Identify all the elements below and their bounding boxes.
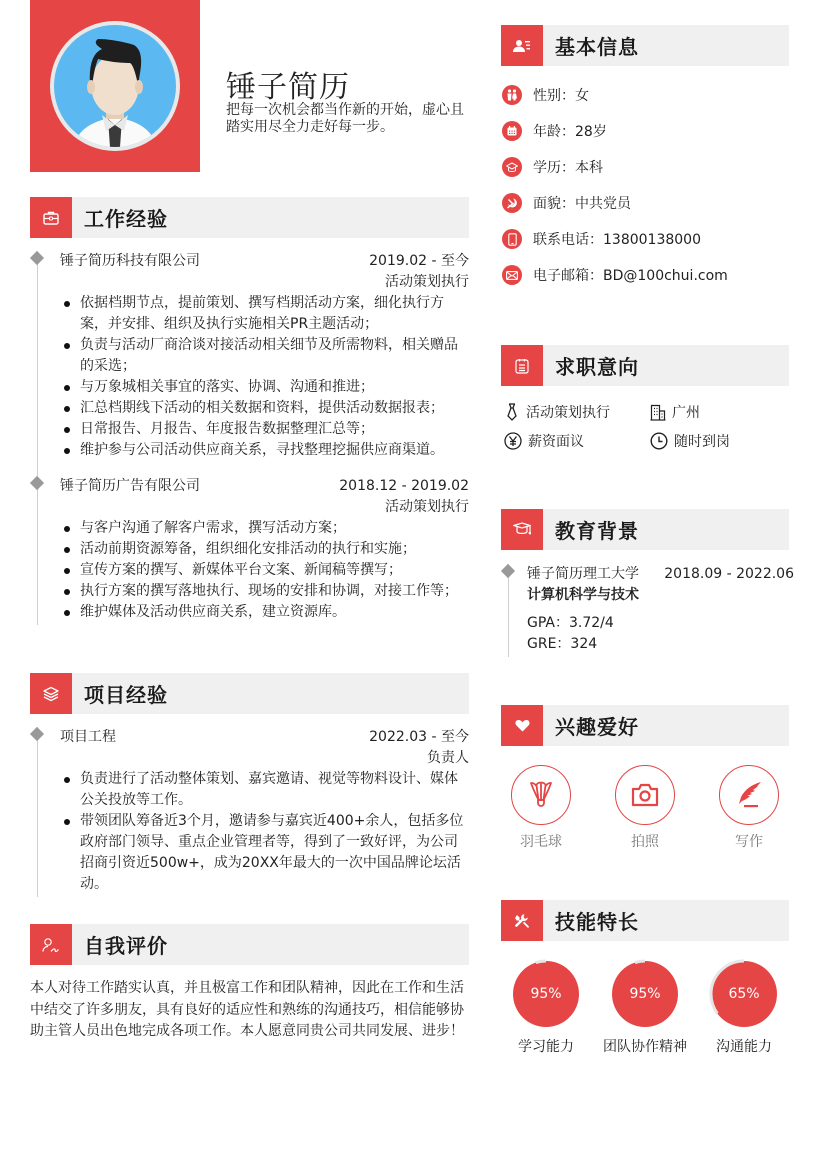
work-entry [38, 476, 469, 623]
info-email-text: 电子邮箱：BD@100chui.com [533, 268, 728, 284]
hobbies-section-header [501, 705, 789, 746]
badminton-icon [511, 765, 571, 825]
info-phone [501, 221, 789, 257]
intent-salary-text: 薪资面议 [528, 434, 584, 450]
duty-item: 日常报告、月报告、年度报告数据整理汇总等； [60, 419, 469, 440]
skill-percent: 65% [728, 986, 760, 1002]
gpa: GPA：3.72/4 [527, 615, 614, 631]
work-section [30, 197, 469, 625]
duty-item: 执行方案的撰写落地执行、现场的安排和协调，对接工作等； [60, 581, 469, 602]
school-name: 锤子简历理工大学 [527, 566, 639, 582]
motto: 把每一次机会都当作新的开始，虚心且踏实用尽全力走好每一步。 [226, 102, 464, 135]
avatar-panel [30, 0, 200, 172]
skill-label: 团队协作精神 [603, 1039, 687, 1055]
project-role: 负责人 [427, 750, 469, 766]
phone-icon [502, 229, 522, 249]
skill-progress-ring [709, 959, 779, 1029]
avatar [50, 21, 180, 151]
work-period: 2018.12 - 2019.02 [339, 478, 469, 494]
resume-name: 锤子简历 [226, 70, 350, 105]
duty-item: 带领团队筹备近3个月，邀请参与嘉宾近400+余人，包括多位政府部门领导、重点企业管理者等，得到了一致好评，为公司招商引资近500w+，成为20XX年最大的一次中国品牌论坛活动。 [60, 811, 469, 895]
work-timeline [37, 251, 469, 625]
skill-teamwork [600, 959, 690, 1056]
work-entry [38, 251, 469, 461]
duty-item: 宣传方案的撰写、新媒体平台文案、新闻稿等撰写； [60, 560, 469, 581]
education-section [501, 509, 796, 657]
info-political-text: 面貌：中共党员 [533, 196, 631, 212]
skill-communication [699, 959, 789, 1056]
info-phone-text: 联系电话：13800138000 [533, 232, 701, 248]
timeline-diamond-icon [30, 476, 44, 490]
project-section-header [30, 673, 469, 714]
duty-item: 活动前期资源筹备，组织细化安排活动的执行和实施； [60, 539, 469, 560]
intent-city-text: 广州 [672, 405, 700, 421]
duty-item: 与万象城相关事宜的落实、协调、沟通和推进； [60, 377, 469, 398]
intent-availability [650, 431, 796, 451]
duty-item: 负责进行了活动整体策划、嘉宾邀请、视觉等物料设计、媒体公关投放等工作。 [60, 769, 469, 811]
building-icon [650, 404, 666, 421]
hobby-photography [615, 765, 675, 851]
duty-item: 依据档期节点，提前策划、撰写档期活动方案，细化执行方案，并安排、组织及执行实施相关PR主题活动； [60, 293, 469, 335]
company-name: 锤子简历广告有限公司 [60, 478, 200, 494]
skill-label: 学习能力 [518, 1039, 574, 1055]
education-timeline [508, 564, 794, 657]
intent-section [501, 345, 789, 451]
info-political [501, 185, 789, 221]
skill-progress-ring [511, 959, 581, 1029]
intent-position-text: 活动策划执行 [526, 405, 610, 421]
project-period: 2022.03 - 至今 [369, 729, 469, 745]
hobbies-section-title: 兴趣爱好 [555, 715, 639, 739]
intent-position [504, 402, 650, 422]
intent-section-header [501, 345, 789, 386]
company-name: 锤子简历科技有限公司 [60, 253, 200, 269]
education-entry [509, 564, 794, 655]
timeline-diamond-icon [30, 727, 44, 741]
hobby-label: 写作 [735, 834, 763, 850]
skills-section [501, 900, 789, 1056]
skills-section-header [501, 900, 789, 941]
skill-label: 沟通能力 [716, 1039, 772, 1055]
avatar-man-icon [54, 25, 176, 147]
camera-icon [615, 765, 675, 825]
skills-list [501, 959, 789, 1056]
hobby-writing [719, 765, 779, 851]
party-emblem-icon [502, 193, 522, 213]
info-education [501, 149, 789, 185]
intent-city [650, 402, 796, 422]
info-gender-text: 性别：女 [533, 88, 589, 104]
work-duties [60, 293, 469, 461]
basic-info-list [501, 77, 789, 293]
clock-icon [650, 432, 668, 450]
info-gender [501, 77, 789, 113]
hobby-badminton [511, 765, 571, 851]
intent-salary [504, 431, 650, 451]
tie-icon [504, 403, 520, 421]
skill-progress-ring [610, 959, 680, 1029]
education-period: 2018.09 - 2022.06 [664, 566, 794, 582]
intent-section-title: 求职意向 [555, 355, 639, 379]
education-section-title: 教育背景 [555, 519, 639, 543]
basic-info-section-title: 基本信息 [555, 35, 639, 59]
tools-icon [501, 900, 543, 941]
skill-learning [501, 959, 591, 1056]
project-section-title: 项目经验 [84, 683, 168, 707]
clipboard-icon [501, 345, 543, 386]
major: 计算机科学与技术 [527, 587, 639, 603]
job-role: 活动策划执行 [385, 274, 469, 290]
timeline-diamond-icon [501, 564, 515, 578]
work-section-title: 工作经验 [84, 207, 168, 231]
mortarboard-icon [501, 509, 543, 550]
project-timeline [37, 727, 469, 897]
calendar-icon [502, 121, 522, 141]
skills-section-title: 技能特长 [555, 910, 639, 934]
self-eval-section-title: 自我评价 [84, 934, 168, 958]
project-duties [60, 769, 469, 895]
skill-percent: 95% [530, 986, 562, 1002]
basic-info-section-header [501, 25, 789, 66]
info-education-text: 学历：本科 [533, 160, 603, 176]
gender-icon [502, 85, 522, 105]
heart-icon [501, 705, 543, 746]
basic-info-section [501, 25, 789, 293]
timeline-diamond-icon [30, 251, 44, 265]
user-card-icon [501, 25, 543, 66]
gre: GRE：324 [527, 636, 598, 652]
project-name: 项目工程 [60, 729, 116, 745]
layers-icon [30, 673, 72, 714]
project-section [30, 673, 469, 897]
duty-item: 与客户沟通了解客户需求，撰写活动方案； [60, 518, 469, 539]
duty-item: 汇总档期线下活动的相关数据和资料，提供活动数据报表； [60, 398, 469, 419]
self-eval-section [30, 924, 469, 1043]
skill-percent: 95% [629, 986, 661, 1002]
hobbies-section [501, 705, 789, 851]
quill-icon [719, 765, 779, 825]
info-age-text: 年龄：28岁 [533, 124, 607, 140]
briefcase-icon [30, 197, 72, 238]
work-period: 2019.02 - 至今 [369, 253, 469, 269]
self-eval-text: 本人对待工作踏实认真，并且极富工作和团队精神，因此在工作和生活中结交了许多朋友，具有良好的适应性和熟练的沟通技巧，相信能够协助主管人员出色地完成各项工作。本人愿意同贵公司共同发展、进步！ [30, 980, 464, 1039]
education-section-header [501, 509, 789, 550]
work-duties [60, 518, 469, 623]
duty-item: 维护媒体及活动供应商关系，建立资源库。 [60, 602, 469, 623]
yen-icon [504, 432, 522, 450]
self-eval-section-header [30, 924, 469, 965]
intent-availability-text: 随时到岗 [674, 434, 730, 450]
hobby-label: 拍照 [631, 834, 659, 850]
mail-icon [502, 265, 522, 285]
hobby-label: 羽毛球 [520, 834, 562, 850]
duty-item: 维护参与公司活动供应商关系，寻找整理挖掘供应商渠道。 [60, 440, 469, 461]
info-email [501, 257, 789, 293]
project-entry [38, 727, 469, 895]
user-edit-icon [30, 924, 72, 965]
intent-list [504, 402, 789, 451]
work-section-header [30, 197, 469, 238]
info-age [501, 113, 789, 149]
graduation-cap-icon [502, 157, 522, 177]
duty-item: 负责与活动厂商洽谈对接活动相关细节及所需物料，相关赠品的采选； [60, 335, 469, 377]
job-role: 活动策划执行 [385, 499, 469, 515]
hobby-list [501, 765, 789, 851]
